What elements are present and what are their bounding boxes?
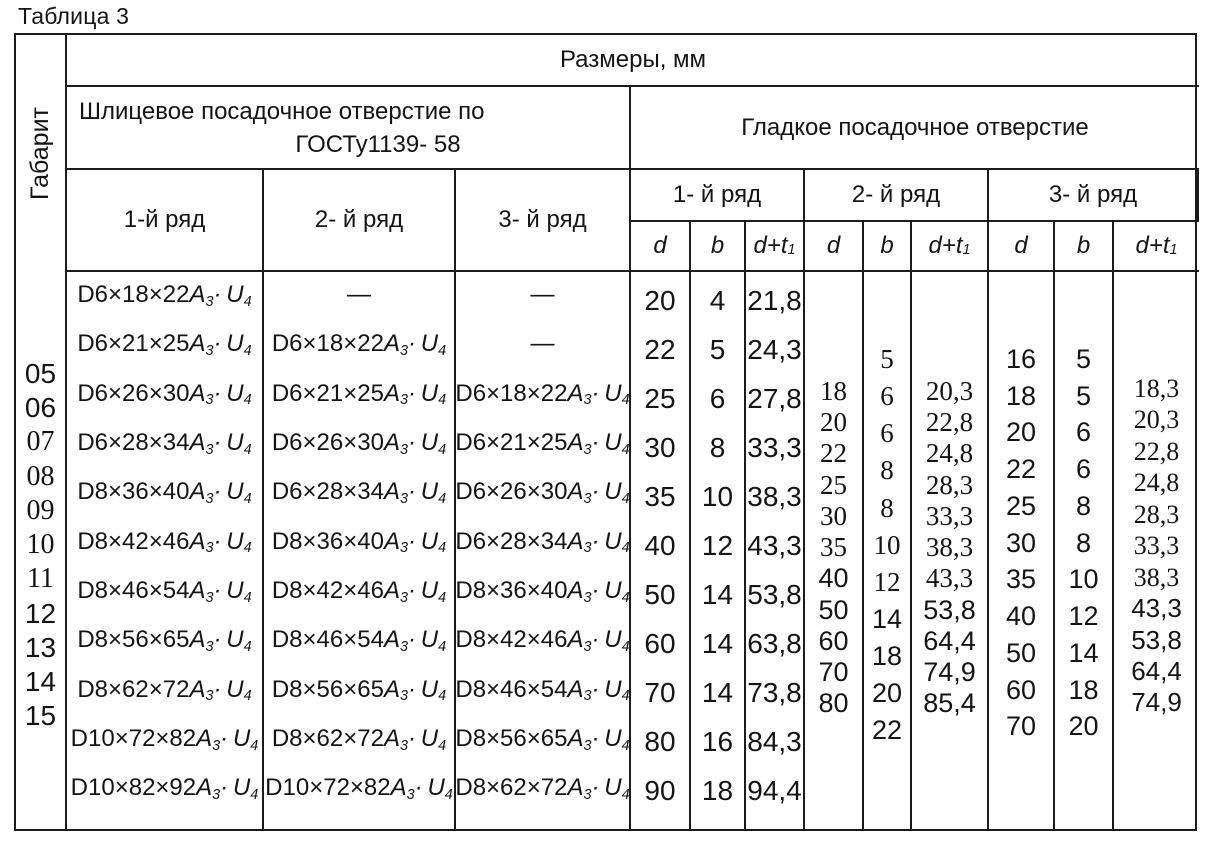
smooth-ryad1-d-column [631,272,691,829]
d-plus-t1-value: 74,9 [1131,687,1182,718]
d-value: 40 [1005,601,1037,632]
d-plus-t1-value: 24,8 [925,438,974,469]
spline-ryad3-column [456,272,631,829]
b-value: 10 [873,529,901,560]
b-value: 5 [1075,344,1092,374]
gabarit-value: 15 [24,700,57,732]
d-plus-t1-value: 24,8 [1133,468,1180,498]
d-plus-t1-value: 33,3 [925,500,974,531]
spline-designation: $D6\times 18\times 22A_3\cdot U_4$ [77,281,252,310]
gabarit-value: 13 [24,631,57,663]
d-value: 25 [1005,490,1037,521]
d-plus-t1-value: 22,8 [925,407,974,438]
spline-ryad1-column [67,272,264,829]
d-plus-t1-value: 22,8 [1133,436,1180,466]
gabarit-values [16,272,65,829]
gabarit-value: 10 [26,529,55,561]
b-value: 5 [709,334,726,366]
smooth-ryad3-header: 3- й ряд [989,170,1199,222]
spline-designation: $D6\times 26\times 30A_3\cdot U_4$ [271,429,447,458]
smooth-ryad1-dt1-column [746,272,805,829]
b-value: 8 [1075,527,1092,558]
d-plus-t1-value: 33,3 [747,432,802,464]
b-value: 18 [871,641,903,671]
d-plus-t1-value: 20,3 [1133,405,1180,435]
d-value: 70 [644,677,676,709]
d-value: 50 [1005,637,1037,668]
d-plus-t1-value: 38,3 [1133,562,1180,592]
spline-designation: $D8\times 46\times 54A_3\cdot U_4$ [77,577,252,606]
d-value: 20 [820,407,847,438]
smooth-ryad1-d-values [631,272,689,829]
spline-designation: $D6\times 26\times 30A_3\cdot U_4$ [455,478,630,507]
spline-designation: $D8\times 62\times 72A_3\cdot U_4$ [455,774,630,804]
header-smooth-section: Гладкое посадочное отверстие [631,87,1199,170]
d-plus-t1-value: 63,8 [747,628,802,660]
spline-designation: — [530,281,555,308]
spline-designation: — [530,330,555,358]
subheader-b-3: b [1055,222,1114,272]
spline-designation: $D10\times 72\times 82A_3\cdot U_4$ [265,774,453,804]
subheader-b-2: b [864,222,912,272]
spline-designation: $D8\times 36\times 40A_3\cdot U_4$ [455,577,630,606]
d-plus-t1-value: 33,3 [1133,531,1180,561]
d-value: 70 [818,657,849,688]
d-plus-t1-value: 94,4 [747,775,802,807]
gabarit-value: 08 [26,460,55,492]
d-value: 22 [820,438,847,469]
d-value: 40 [644,530,676,562]
d-plus-t1-value: 53,8 [747,579,802,611]
subheader-b-1: b [691,222,746,272]
smooth-ryad2-dt1-values [912,272,987,829]
spline-designation: $D8\times 42\times 46A_3\cdot U_4$ [455,626,630,655]
d-value: 20 [644,285,676,316]
d-plus-t1-value: 43,3 [1131,593,1182,624]
d-value: 80 [818,688,849,719]
d-value: 30 [644,432,676,464]
gabarit-column [16,35,67,829]
d-plus-t1-value: 84,3 [747,726,802,758]
spline-ryad3-header: 3- й ряд [456,170,631,272]
d-plus-t1-value: 74,9 [923,657,976,688]
spline-designation: $D6\times 28\times 34A_3\cdot U_4$ [77,429,252,458]
d-value: 80 [644,726,676,758]
smooth-ryad2-b-values [864,272,910,829]
spline-ryad2-values [264,272,454,829]
d-plus-t1-value: 64,4 [923,625,976,656]
d-value: 22 [644,334,676,366]
gabarit-value: 06 [24,392,57,424]
subheader-dt1-1: d+t $_1$ [746,222,805,272]
gabarit-header: Габарит [26,106,54,200]
smooth-ryad2-d-column [805,272,864,829]
b-value: 12 [1068,601,1099,632]
smooth-ryad1-b-column [691,272,746,829]
spline-ryad1-header: 1-й ряд [67,170,264,272]
gabarit-header-wrap [26,35,55,272]
gabarit-value: 12 [24,597,57,629]
subheader-dt1-2: d+t $_1$ [912,222,989,272]
b-value: 10 [1068,564,1099,595]
d-value: 30 [820,500,847,531]
smooth-ryad2-header: 2- й ряд [805,170,989,222]
gabarit-value: 11 [27,563,54,595]
spline-header-line2: ГОСТу1139- 58 [295,130,461,158]
smooth-ryad3-b-values [1055,272,1112,829]
d-value: 18 [1005,380,1037,411]
b-value: 20 [1068,711,1099,742]
gabarit-value: 14 [24,665,57,697]
b-value: 14 [1068,637,1099,668]
spline-designation: — [347,281,371,308]
b-value: 8 [709,432,726,464]
d-plus-t1-value: 53,8 [923,594,976,625]
smooth-ryad2-dt1-column [912,272,989,829]
spline-designation: $D8\times 62\times 72A_3\cdot U_4$ [271,725,447,754]
d-value: 50 [644,579,676,611]
spline-ryad2-column [264,272,456,829]
d-plus-t1-value: 27,8 [747,383,802,415]
d-plus-t1-value: 18,3 [1133,374,1180,403]
spline-designation: $D8\times 62\times 72A_3\cdot U_4$ [77,675,252,705]
d-value: 35 [1005,564,1037,595]
spline-designation: $D8\times 56\times 65A_3\cdot U_4$ [271,675,447,705]
d-value: 50 [818,594,849,625]
spline-designation: $D8\times 36\times 40A_3\cdot U_4$ [271,527,447,557]
spline-header-line1: Шлицевое посадочное отверстие по [79,97,485,125]
subheader-dt1-3: d+t $_1$ [1114,222,1199,272]
page-title: Таблица 3 [18,3,130,29]
d-value: 40 [818,563,849,594]
d-value: 30 [1005,527,1037,558]
d-value: 35 [644,481,676,513]
b-value: 18 [701,775,734,807]
spline-designation: $D6\times 21\times 25A_3\cdot U_4$ [77,330,252,359]
b-value: 16 [701,726,734,758]
d-plus-t1-value: 21,8 [747,285,802,316]
spline-designation: $D8\times 56\times 65A_3\cdot U_4$ [77,626,252,655]
smooth-ryad2-b-column [864,272,912,829]
spline-designation: $D6\times 18\times 22A_3\cdot U_4$ [455,379,630,409]
b-value: 18 [1068,674,1099,705]
b-value: 6 [1075,417,1092,448]
subheader-d-1: d [631,222,691,272]
spline-designation: $D10\times 82\times 92A_3\cdot U_4$ [70,774,259,804]
d-value: 20 [1005,417,1037,448]
spline-designation: $D6\times 18\times 22A_3\cdot U_4$ [271,330,447,359]
d-plus-t1-value: 64,4 [1131,655,1182,686]
d-plus-t1-value: 28,3 [925,469,974,500]
d-value: 16 [1005,344,1037,374]
d-value: 25 [820,469,847,500]
d-value: 25 [644,383,676,415]
header-spline-section [67,87,631,170]
smooth-ryad3-dt1-values [1114,272,1199,829]
b-value: 12 [701,530,734,562]
d-value: 60 [644,628,676,660]
spline-designation: $D8\times 46\times 54A_3\cdot U_4$ [271,626,447,655]
b-value: 14 [701,579,734,611]
smooth-ryad1-dt1-values [746,272,803,829]
b-value: 6 [1075,454,1092,485]
spline-designation: $D8\times 42\times 46A_3\cdot U_4$ [271,577,447,606]
b-value: 4 [709,285,726,316]
spline-designation: $D6\times 28\times 34A_3\cdot U_4$ [455,527,630,557]
d-plus-t1-value: 73,8 [747,677,802,709]
subheader-d-2: d [805,222,864,272]
spline-ryad1-values [67,272,262,829]
b-value: 14 [701,677,734,709]
b-value: 10 [701,481,734,513]
smooth-ryad3-d-column [989,272,1055,829]
smooth-ryad2-d-values [805,272,862,829]
spline-designation: $D6\times 28\times 34A_3\cdot U_4$ [271,478,447,507]
b-value: 6 [880,381,894,412]
spline-designation: $D6\times 26\times 30A_3\cdot U_4$ [77,379,252,409]
gabarit-value: 05 [24,358,57,389]
smooth-ryad3-d-values [989,272,1053,829]
b-value: 5 [1075,380,1092,411]
d-value: 18 [820,376,847,406]
d-value: 60 [1005,674,1037,705]
smooth-ryad3-b-column [1055,272,1114,829]
b-value: 8 [1075,490,1092,521]
smooth-ryad3-dt1-column [1114,272,1199,829]
d-plus-t1-value: 38,3 [747,481,802,513]
spline-designation: $D6\times 21\times 25A_3\cdot U_4$ [271,379,447,409]
d-plus-t1-value: 43,3 [747,530,802,562]
d-plus-t1-value: 20,3 [925,376,974,406]
b-value: 5 [880,344,894,374]
header-razmery: Размеры, мм [67,35,1199,87]
b-value: 20 [871,678,903,709]
d-value: 35 [820,532,847,563]
b-value: 8 [880,492,894,523]
b-value: 14 [871,603,903,634]
b-value: 6 [880,418,894,449]
gabarit-value: 07 [26,426,55,458]
spline-designation: $D8\times 56\times 65A_3\cdot U_4$ [455,725,630,754]
d-value: 22 [1005,454,1037,485]
b-value: 22 [871,715,903,746]
gabarit-value: 09 [26,494,55,526]
dimensions-table [14,33,1197,831]
spline-designation: $D10\times 72\times 82A_3\cdot U_4$ [70,725,259,754]
spline-designation: $D8\times 46\times 54A_3\cdot U_4$ [455,675,630,705]
d-plus-t1-value: 43,3 [925,563,974,594]
d-plus-t1-value: 24,3 [747,334,802,366]
d-plus-t1-value: 38,3 [925,532,974,563]
b-value: 14 [701,628,734,660]
spline-designation: $D6\times 21\times 25A_3\cdot U_4$ [455,429,630,458]
b-value: 8 [880,455,894,486]
d-plus-t1-value: 28,3 [1133,499,1180,529]
d-plus-t1-value: 85,4 [923,688,976,719]
spline-ryad3-values [456,272,629,829]
smooth-ryad1-header: 1- й ряд [631,170,805,222]
subheader-d-3: d [989,222,1055,272]
spline-designation: $D8\times 42\times 46A_3\cdot U_4$ [77,527,252,557]
d-plus-t1-value: 53,8 [1131,624,1182,655]
b-value: 12 [873,566,901,597]
spline-ryad2-header: 2- й ряд [264,170,456,272]
d-value: 60 [818,625,849,656]
smooth-ryad1-b-values [691,272,744,829]
spline-designation: $D8\times 36\times 40A_3\cdot U_4$ [77,478,252,507]
d-value: 70 [1005,711,1037,742]
d-value: 90 [644,775,676,807]
b-value: 6 [709,383,726,415]
